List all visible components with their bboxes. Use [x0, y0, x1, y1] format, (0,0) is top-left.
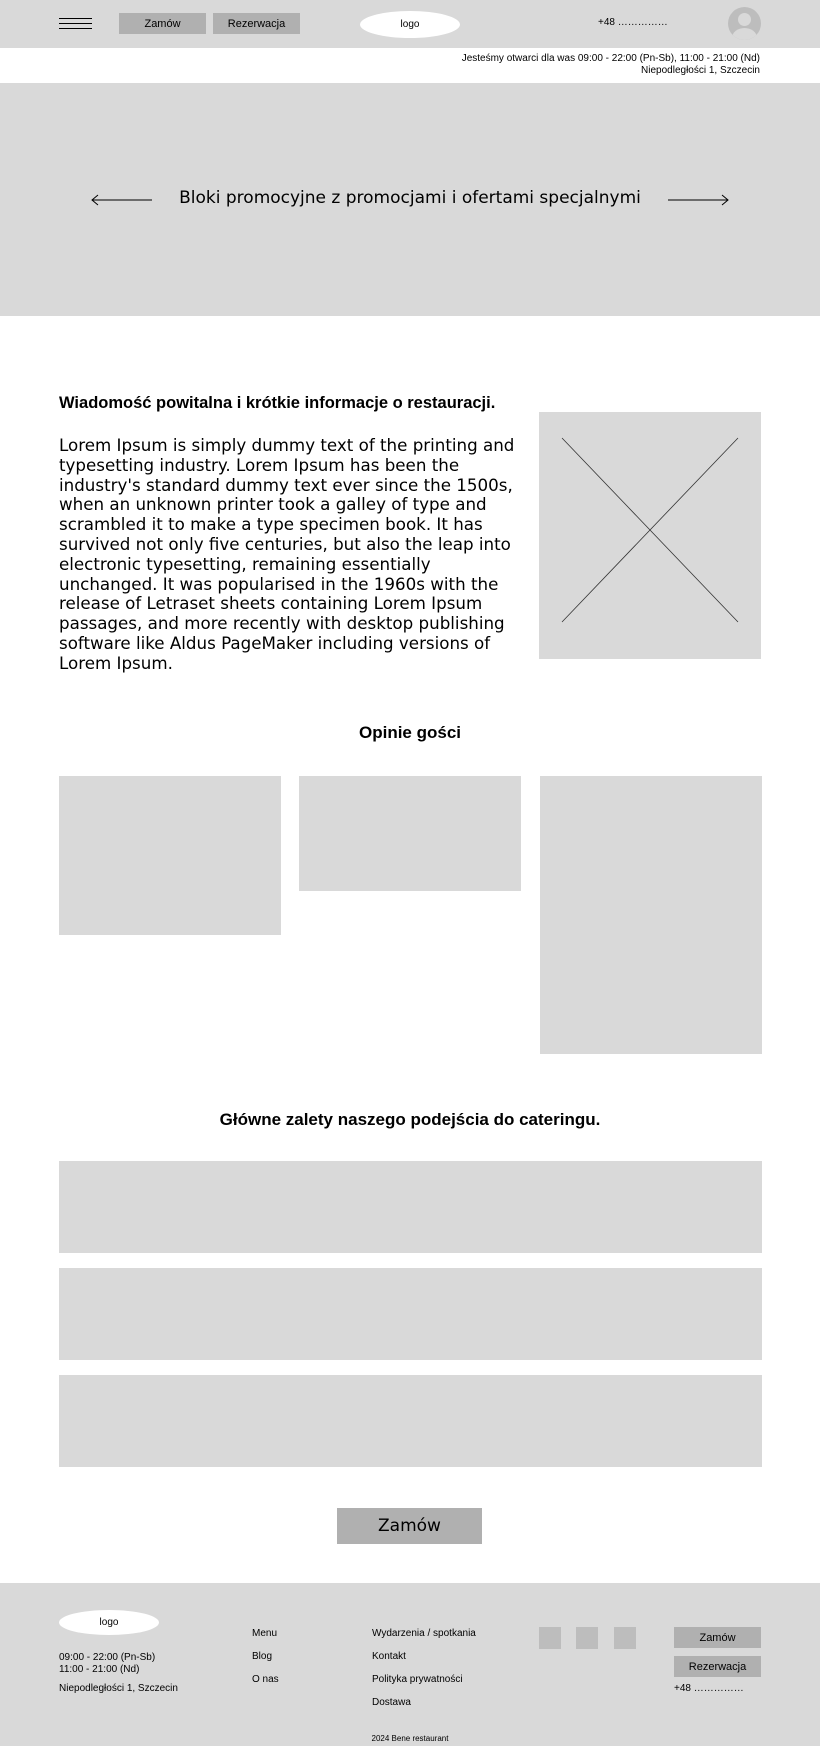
footer-address: Niepodległości 1, Szczecin: [59, 1683, 178, 1694]
advantage-block: [59, 1375, 762, 1467]
social-icon[interactable]: [576, 1627, 598, 1649]
order-button[interactable]: Zamów: [119, 13, 206, 34]
promo-banner-text: Bloki promocyjne z promocjami i ofertami specjalnymi: [179, 188, 641, 208]
reservation-button[interactable]: Rezerwacja: [213, 13, 300, 34]
footer-phone[interactable]: +48 ……………: [674, 1683, 744, 1694]
footer-link-blog[interactable]: Blog: [252, 1651, 273, 1662]
copyright: 2024 Bene restaurant: [371, 1734, 449, 1743]
social-icon[interactable]: [614, 1627, 636, 1649]
footer-link-events[interactable]: Wydarzenia / spotkania: [372, 1628, 476, 1639]
footer-link-about[interactable]: O nas: [252, 1674, 279, 1685]
welcome-title: Wiadomość powitalna i krótkie informacje o restauracji.: [59, 394, 496, 412]
footer-hours-weekdays: 09:00 - 22:00 (Pn-Sb): [59, 1652, 156, 1663]
footer-reservation-button[interactable]: Rezerwacja: [674, 1656, 761, 1677]
social-icon[interactable]: [539, 1627, 561, 1649]
arrow-right-icon[interactable]: [667, 194, 729, 206]
review-card: [59, 776, 281, 935]
footer-order-button[interactable]: Zamów: [674, 1627, 761, 1648]
main-order-button[interactable]: Zamów: [337, 1508, 482, 1544]
footer-logo[interactable]: logo: [59, 1610, 159, 1635]
address: Niepodległości 1, Szczecin: [641, 65, 760, 76]
header-logo[interactable]: logo: [360, 11, 460, 38]
hamburger-menu-icon[interactable]: [59, 18, 92, 32]
advantages-title: Główne zalety naszego podejścia do cateringu.: [219, 1110, 601, 1129]
footer-link-menu[interactable]: Menu: [252, 1628, 278, 1639]
review-card: [540, 776, 762, 1054]
welcome-text: Lorem Ipsum is simply dummy text of the printing and typesetting industry. Lorem Ipsum has been the industry's standard dummy text ever since the 1500s, when an unknown printer took a galley of type and scrambled it to make a type specimen book. It has survived not only five centuries, but also the leap into electronic typesetting, remaining essentially unchanged. It was popularised in the 1960s with the release of Letraset sheets containing Lorem Ipsum passages, and more recently with desktop publishing software like Aldus PageMaker including versions of Lorem Ipsum.: [59, 435, 515, 673]
opening-hours: Jesteśmy otwarci dla was 09:00 - 22:00 (Pn-Sb), 11:00 - 21:00 (Nd): [461, 53, 760, 64]
user-avatar-icon[interactable]: [728, 7, 761, 40]
header-phone[interactable]: +48 ……………: [598, 17, 668, 28]
footer-hours-sunday: 11:00 - 21:00 (Nd): [59, 1664, 140, 1675]
advantage-block: [59, 1161, 762, 1253]
footer-link-delivery[interactable]: Dostawa: [372, 1697, 411, 1708]
image-placeholder: [539, 412, 761, 659]
footer-link-privacy[interactable]: Polityka prywatności: [372, 1674, 463, 1685]
reviews-title: Opinie gości: [358, 723, 462, 742]
advantage-block: [59, 1268, 762, 1360]
footer-link-contact[interactable]: Kontakt: [372, 1651, 406, 1662]
review-card: [299, 776, 521, 891]
